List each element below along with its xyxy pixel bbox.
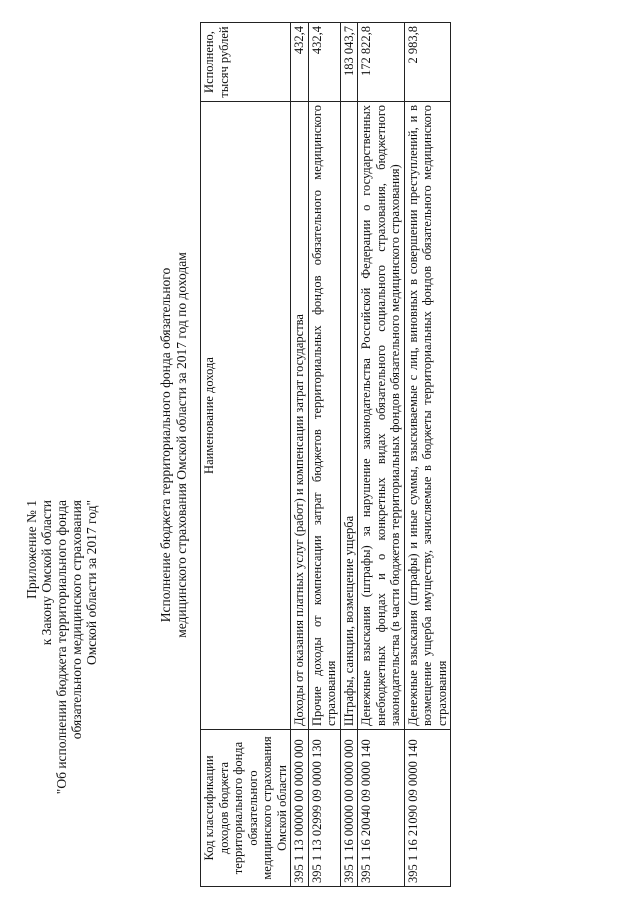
header-name: Наименование дохода xyxy=(201,102,291,730)
header-sum: Исполнено, тысяч рублей xyxy=(201,23,291,102)
header-code: Код классификации доходов бюджета территориального фонда обязательного медицинского страхования Омской области xyxy=(201,730,291,887)
appendix-line-3: "Об исполнении бюджета территориального фонда xyxy=(54,500,69,795)
table-header-row xyxy=(201,23,291,887)
row-sum: 172 822,8 xyxy=(358,23,405,102)
title-line-1: Исполнение бюджета территориального фонда обязательного xyxy=(158,267,173,623)
table-row xyxy=(404,23,451,887)
appendix-line-2: к Закону Омской области xyxy=(39,500,54,646)
table-row xyxy=(308,23,340,887)
appendix-header xyxy=(24,500,99,880)
table-row xyxy=(340,23,358,887)
row-name: Прочие доходы от компенсации затрат бюджетов территориальных фондов обязательного медицинского страхования xyxy=(308,102,340,730)
row-name: Денежные взыскания (штрафы) и иные суммы, взыскиваемые с лиц, виновных в совершении преступлений, и в возмещение ущерба имуществу, зачисляемые в бюджеты территориальных фондов обязательного медицинского страхования xyxy=(404,102,451,730)
row-name: Денежные взыскания (штрафы) за нарушение законодательства Российской Федерации о государственных внебюджетных фондах и о конкретных видах обязательного социального страхования, бюджетного законодательства (в части бюджетов территориальных фондов обязательного медицинского страхования) xyxy=(358,102,405,730)
row-sum: 432,4 xyxy=(291,23,309,102)
row-code: 395 1 13 00000 00 0000 000 xyxy=(291,730,309,887)
row-name: Штрафы, санкции, возмещение ущерба xyxy=(340,102,358,730)
row-sum: 2 983,8 xyxy=(404,23,451,102)
table-row xyxy=(358,23,405,887)
title-line-2: медицинского страхования Омской области за 2017 год по доходам xyxy=(174,252,189,638)
row-sum: 183 043,7 xyxy=(340,23,358,102)
row-code: 395 1 16 20040 09 0000 140 xyxy=(358,730,405,887)
row-sum: 432,4 xyxy=(308,23,340,102)
appendix-line-4: обязательного медицинского страхования xyxy=(69,500,84,740)
row-code: 395 1 16 21090 09 0000 140 xyxy=(404,730,451,887)
income-table xyxy=(200,22,451,887)
appendix-line-5: Омской области за 2017 год" xyxy=(84,500,99,666)
table-row xyxy=(291,23,309,887)
appendix-line-1: Приложение № 1 xyxy=(24,500,39,599)
document-title xyxy=(158,225,190,665)
row-code: 395 1 13 02999 09 0000 130 xyxy=(308,730,340,887)
row-name: Доходы от оказания платных услуг (работ) и компенсации затрат государства xyxy=(291,102,309,730)
row-code: 395 1 16 00000 00 0000 000 xyxy=(340,730,358,887)
